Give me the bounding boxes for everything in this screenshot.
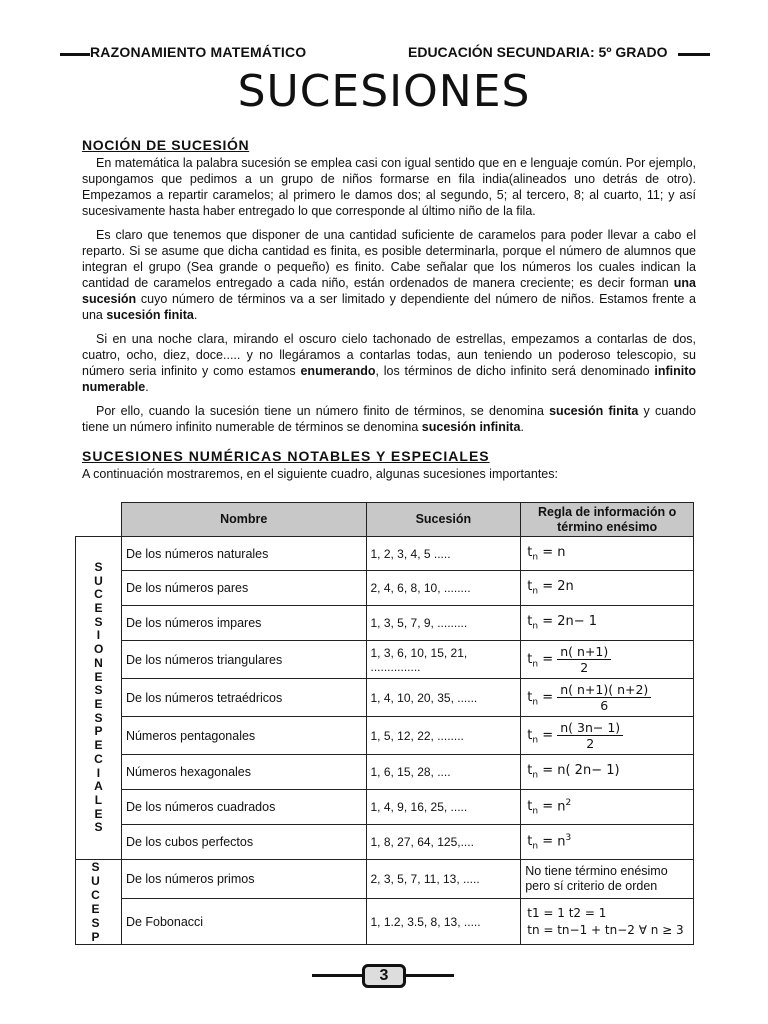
rule-rhs: 2n− 1	[557, 614, 598, 630]
text: .	[520, 420, 524, 434]
row-rule: $t_n = n^3$	[521, 825, 694, 860]
side-label-text: SUCESIONES ESPECIALES	[93, 559, 104, 835]
rule-line-1: t1 = 1 t2 = 1	[527, 905, 607, 920]
row-sequence: 2, 4, 6, 8, 10, ........	[366, 571, 521, 606]
rule-line-2: tn = tn−1 + tn−2 ∀ n ≥ 3	[527, 922, 684, 937]
header-grade: EDUCACIÓN SECUNDARIA: 5º GRADO	[408, 44, 668, 60]
text: .	[145, 380, 149, 394]
row-rule: $t_n$ = $\frac{n( n+1)}{2}$	[521, 641, 694, 679]
row-name: De los números tetraédricos	[121, 679, 366, 717]
row-rule: $t_n = n^2$	[521, 790, 694, 825]
table-row	[76, 717, 694, 755]
row-name: De los números pares	[121, 571, 366, 606]
row-name: De Fobonacci	[121, 899, 366, 945]
header-subject: RAZONAMIENTO MATEMÁTICO	[90, 44, 307, 60]
text: cuyo número de términos va a ser limitado y dependiente del número de niños. Estamos frente a una	[82, 292, 696, 322]
row-sequence: 1, 3, 5, 7, 9, .........	[366, 606, 521, 641]
fraction-numerator: n( 3n− 1)	[557, 721, 623, 736]
page-number: 3	[362, 964, 406, 988]
bold-term: sucesión finita	[549, 404, 639, 418]
section-body-nocion	[82, 155, 696, 443]
bold-term: sucesión infinita	[421, 420, 521, 434]
row-rule: $t_n = 2n$	[521, 571, 694, 606]
row-name: De los números naturales	[121, 537, 366, 571]
table-row	[76, 899, 694, 945]
row-name: Números hexagonales	[121, 755, 366, 790]
fraction-denominator: 6	[600, 698, 609, 713]
paragraph-2	[82, 227, 696, 323]
row-rule: $t_n$ = $\frac{n( 3n- 1)}{2}$	[521, 717, 694, 755]
side-label-sucesiones-especiales	[76, 537, 122, 860]
fraction-numerator: n( n+1)	[557, 645, 611, 660]
footer-rule-right	[406, 974, 454, 977]
row-name: De los números primos	[121, 860, 366, 899]
text: y cuando tiene un número infinito numerable de términos se denomina	[82, 404, 696, 434]
page-footer	[312, 964, 454, 990]
rule-fraction	[557, 721, 623, 750]
footer-rule-left	[312, 974, 362, 977]
row-sequence: 2, 3, 5, 7, 11, 13, .....	[366, 860, 521, 899]
section-intro-notables: A continuación mostraremos, en el siguiente cuadro, algunas sucesiones importantes:	[82, 467, 558, 481]
page-header	[60, 44, 710, 66]
bold-term: infinito numerable	[82, 364, 696, 394]
rule-rhs: n	[557, 544, 566, 560]
rule-fraction	[557, 683, 651, 712]
table-header-row	[76, 503, 694, 537]
side-label-suc-esp	[76, 860, 122, 945]
row-rule: $t_n = 2n- 1$	[521, 606, 694, 641]
rule-base: n	[557, 833, 566, 849]
table-row	[76, 606, 694, 641]
row-sequence: 1, 2, 3, 4, 5 .....	[366, 537, 521, 571]
fraction-denominator: 2	[580, 660, 589, 675]
row-name: De los números cuadrados	[121, 790, 366, 825]
fraction-denominator: 2	[586, 736, 595, 751]
table-header-rule: Regla de información o término enésimo	[521, 503, 694, 537]
row-name: Números pentagonales	[121, 717, 366, 755]
table-row	[76, 571, 694, 606]
text: , los términos de dicho infinito será denominado	[375, 364, 655, 378]
row-rule: $t_n = n$( 2n− 1)	[521, 755, 694, 790]
row-rule: $t_n = n$	[521, 537, 694, 571]
table-header-sequence: Sucesión	[366, 503, 521, 537]
side-label-text: SUC ESP	[91, 860, 106, 944]
table-row	[76, 537, 694, 571]
rule-exponent: 2	[565, 797, 572, 808]
row-rule: No tiene término enésimo pero sí criterio de orden	[521, 860, 694, 899]
row-sequence: 1, 8, 27, 64, 125,....	[366, 825, 521, 860]
table-row	[76, 860, 694, 899]
table-row	[76, 679, 694, 717]
row-sequence: 1, 6, 15, 28, ....	[366, 755, 521, 790]
text: Si en una noche clara, mirando el oscuro cielo tachonado de estrellas, empezamos a contarlas de dos, cuatro, ocho, diez, doce..... y no llegáramos a contarlas todas, aun teniendo un poderoso telescopio, su número seria infinito y como estamos	[82, 332, 696, 378]
table-row	[76, 755, 694, 790]
table-row	[76, 790, 694, 825]
row-name: De los cubos perfectos	[121, 825, 366, 860]
sequences-table	[75, 502, 694, 945]
rule-base: n	[557, 798, 566, 814]
section-title-notables: SUCESIONES NUMÉRICAS NOTABLES Y ESPECIALES	[82, 448, 490, 464]
row-sequence: 1, 4, 10, 20, 35, ......	[366, 679, 521, 717]
row-sequence: 1, 1.2, 3.5, 8, 13, .....	[366, 899, 521, 945]
text: Es claro que tenemos que disponer de una cantidad suficiente de caramelos para poder llevar a cabo el reparto. Si se asume que dicha cantidad es finita, es posible determinarla, porque el número de alumnos que integran el grupo (Sea grande o pequeño) es finito. Cabe señalar que los números los cuales indican la cantidad de caramelos entregado a cada niño, están ordenados de manera creciente; es decir forman	[82, 228, 696, 290]
row-name: De los números impares	[121, 606, 366, 641]
row-rule	[521, 899, 694, 945]
rule-fraction	[557, 645, 611, 674]
table-row	[76, 825, 694, 860]
paragraph-4	[82, 403, 696, 435]
bold-term: una sucesión	[82, 276, 696, 306]
row-sequence: 1, 4, 9, 16, 25, .....	[366, 790, 521, 825]
bold-term: enumerando	[300, 364, 376, 378]
header-rule-left	[60, 53, 90, 56]
row-name: De los números triangulares	[121, 641, 366, 679]
text: .	[193, 308, 198, 322]
rule-rhs: 2n	[557, 579, 574, 595]
fraction-numerator: n( n+1)( n+2)	[557, 683, 651, 698]
section-title-nocion: NOCIÓN DE SUCESIÓN	[82, 137, 250, 153]
page-title: SUCESIONES	[237, 66, 531, 117]
row-rule: $t_n$ = $\frac{n( n+1)( n+2)}{6}$	[521, 679, 694, 717]
paragraph-3	[82, 331, 696, 395]
row-sequence: 1, 5, 12, 22, ........	[366, 717, 521, 755]
rule-exponent: 3	[565, 832, 572, 843]
table-header-blank	[76, 503, 122, 537]
rule-rhs: n( 2n− 1)	[557, 763, 620, 779]
row-sequence: 1, 3, 6, 10, 15, 21, ...............	[366, 641, 521, 679]
text: Por ello, cuando la sucesión tiene un número finito de términos, se denomina	[96, 404, 550, 418]
paragraph-1: En matemática la palabra sucesión se emplea casi con igual sentido que en e lenguaje común. Por ejemplo, supongamos que pedimos a un grupo de niños formarse en fila india(alineados uno detrás de otro). Empezamos a repartir caramelos; al primero le damos dos; al segundo, 5; al tercero, 8; al cuarto, 11; y así sucesivamente hasta haber entregado lo que corresponde al último niño de la fila.	[82, 156, 696, 218]
table-header-name: Nombre	[121, 503, 366, 537]
table-row	[76, 641, 694, 679]
bold-term: sucesión finita	[106, 308, 194, 322]
header-rule-right	[678, 53, 710, 56]
